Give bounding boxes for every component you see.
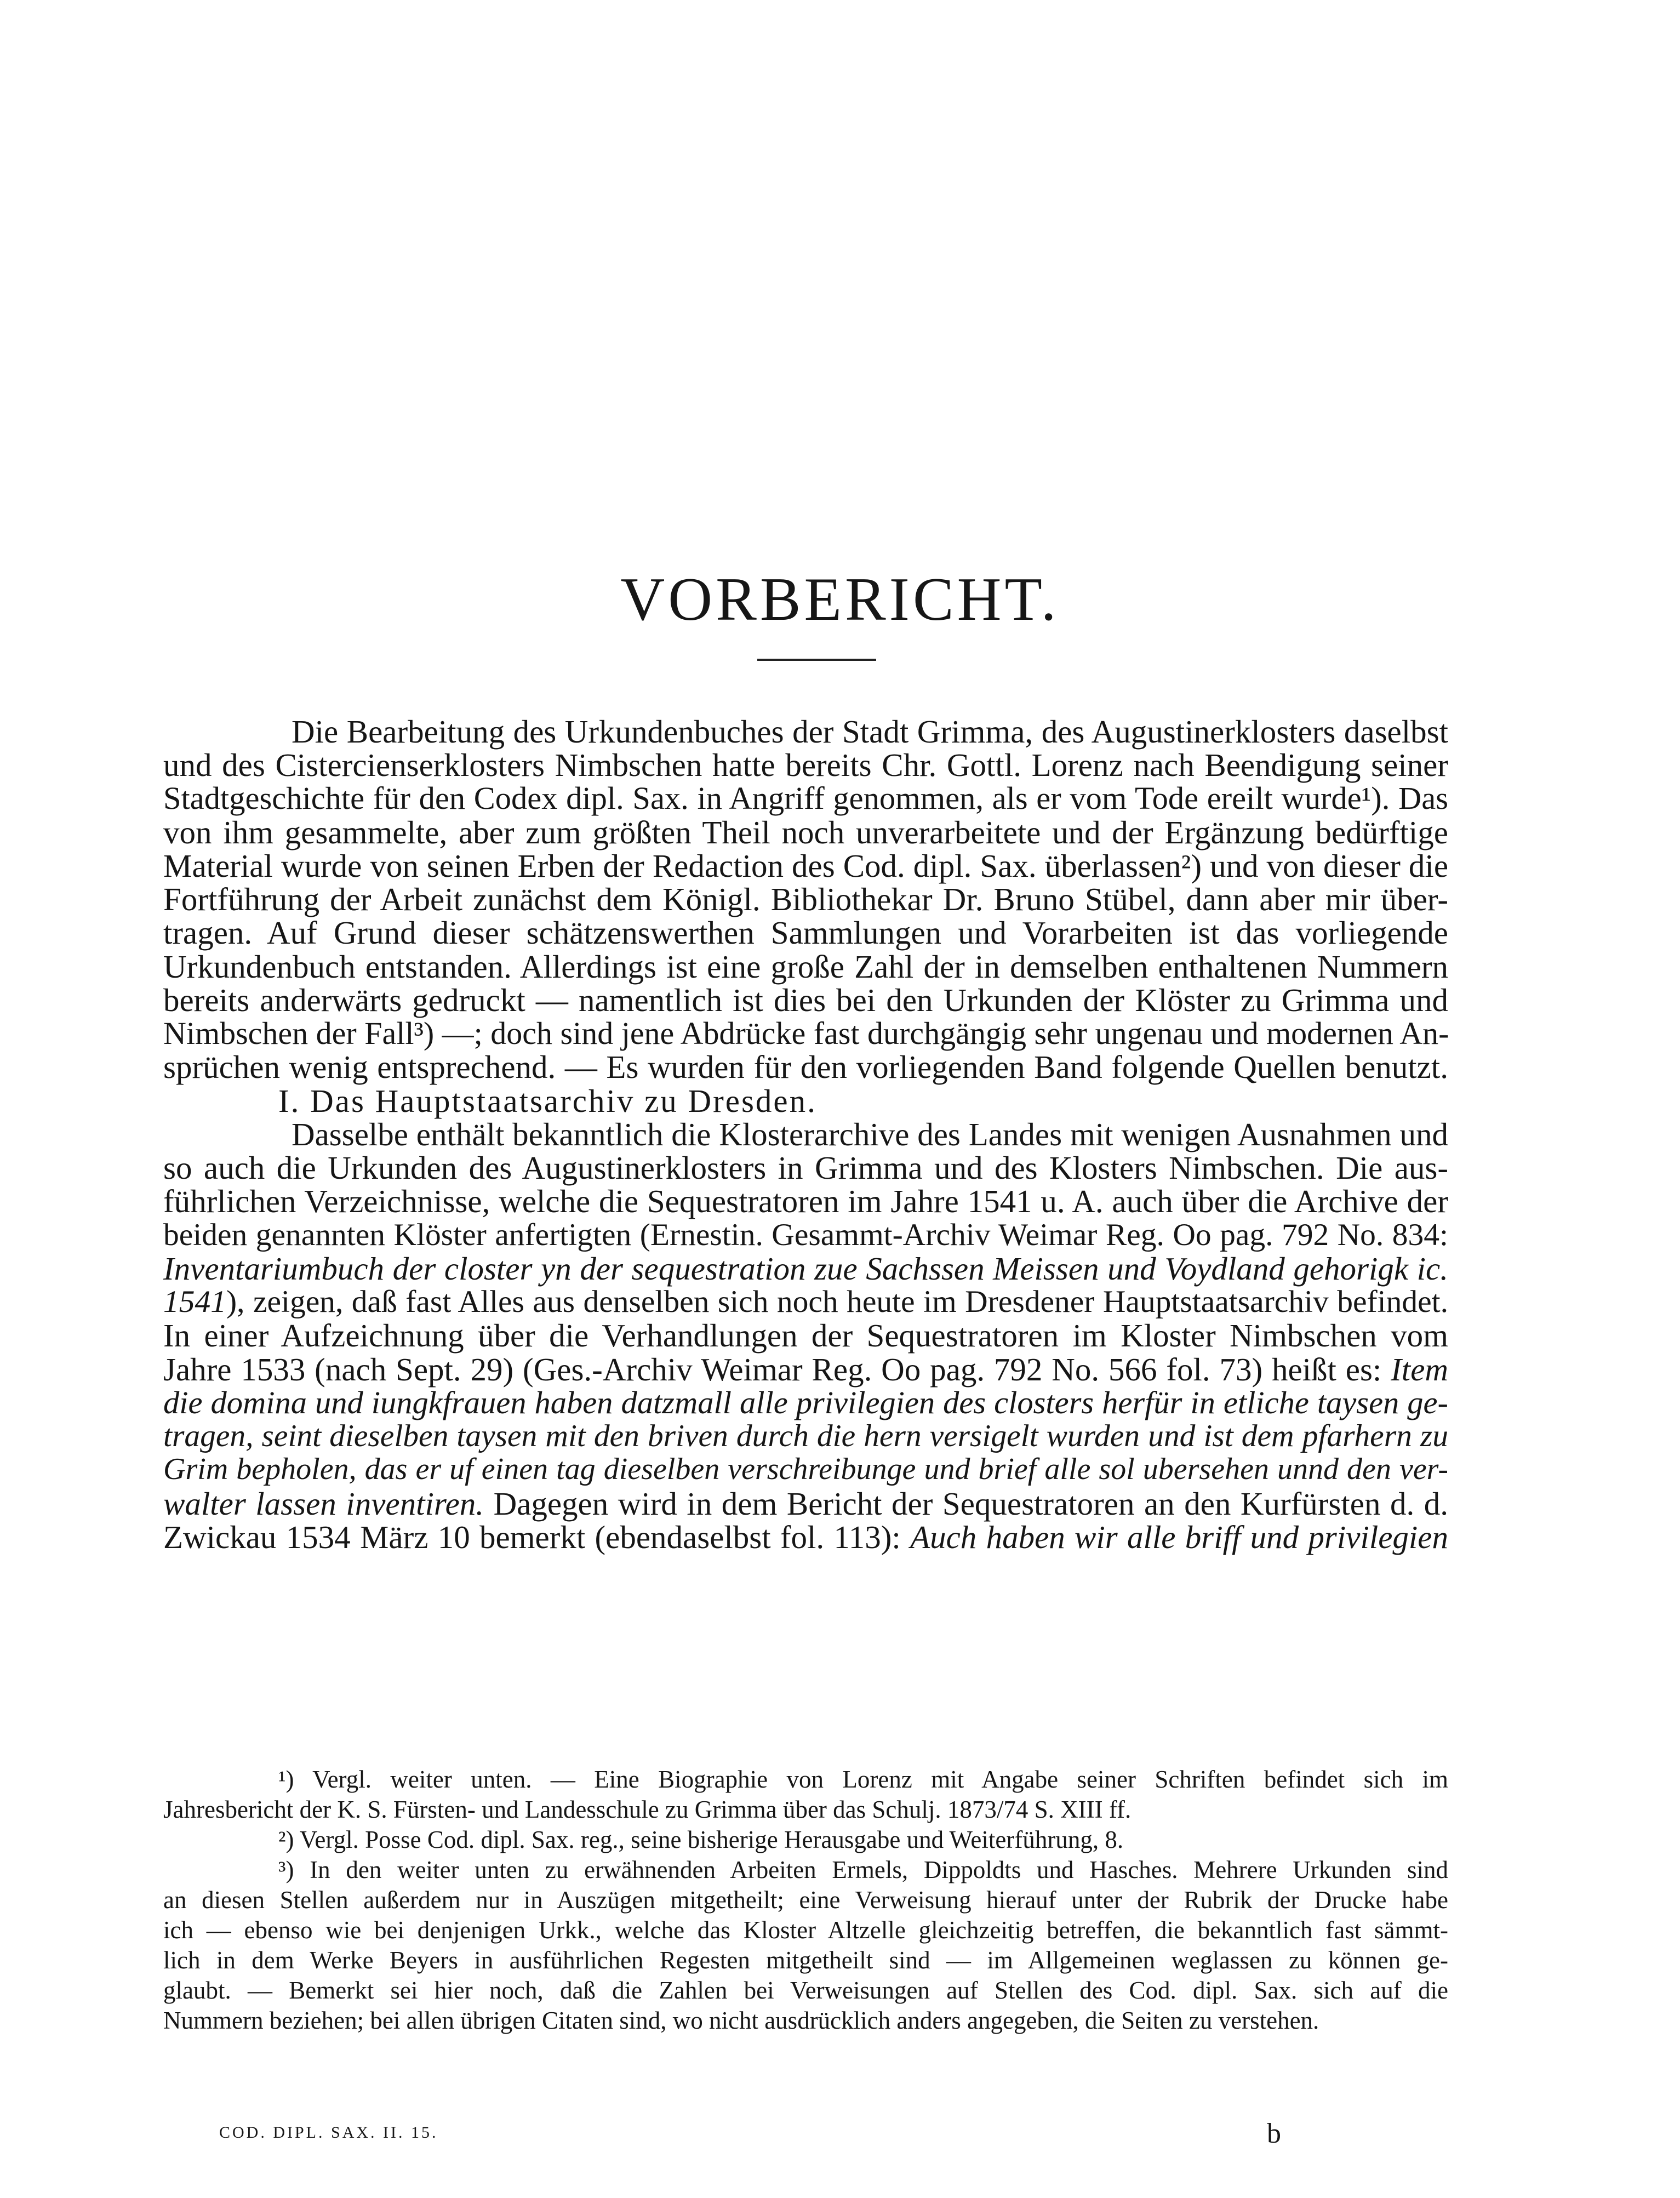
section-line: In einer Aufzeichnung über die Verhandlungen der Sequestratoren im Kloster Nimbschen vom xyxy=(163,1317,1448,1354)
section-text: ), zeigen, daß fast Alles aus denselben sich noch heute im Dresdener Hauptstaatsarchiv befindet. xyxy=(226,1284,1448,1319)
body-line: Fortführung der Arbeit zunächst dem Königl. Bibliothekar Dr. Bruno Stübel, dann aber mir über- xyxy=(163,881,1448,917)
section-line: beiden genannten Klöster anfertigten (Ernestin. Gesammt-Archiv Weimar Reg. Oo pag. 792 No. 834: xyxy=(163,1218,1448,1252)
section-line xyxy=(163,1286,1448,1318)
section-text: Dagegen wird in dem Bericht der Sequestratoren an den Kurfürsten d. d. xyxy=(484,1486,1448,1522)
quote-text: Auch haben wir alle briff und privilegien xyxy=(910,1519,1448,1555)
printer-signature: COD. DIPL. SAX. II. 15. xyxy=(219,2123,438,2142)
body-line: Material wurde von seinen Erben der Redaction des Cod. dipl. Sax. überlassen²) und von dieser die xyxy=(163,848,1448,884)
page-title: VORBERICHT. xyxy=(620,566,1060,633)
section-line-quote: tragen, seint dieselben taysen mit den briven durch die hern versigelt wurden und ist dem pfarhern zu xyxy=(163,1419,1448,1453)
section-line xyxy=(163,1351,1448,1388)
footnote-1: ¹) Vergl. weiter unten. — Eine Biographie von Lorenz mit Angabe seiner Schriften befindet sich im xyxy=(278,1766,1448,1793)
section-text: Jahre 1533 (nach Sept. 29) (Ges.-Archiv Weimar Reg. Oo pag. 792 No. 566 fol. 73) heißt es: xyxy=(163,1351,1391,1388)
body-line: Nimbschen der Fall³) —; doch sind jene Abdrücke fast durchgängig sehr ungenau und modernen An- xyxy=(163,1015,1449,1051)
footnote-3-cont: Nummern beziehen; bei allen übrigen Citaten sind, wo nicht ausdrücklich anders angegeben, die Seiten zu verstehen. xyxy=(163,2007,1319,2034)
quote-text: walter lassen inventiren. xyxy=(163,1486,484,1522)
footnote-3-cont: an diesen Stellen außerdem nur in Auszügen mitgetheilt; eine Verweisung hierauf unter der Rubrik der Drucke habe xyxy=(163,1886,1448,1914)
section-text: Zwickau 1534 März 10 bemerkt (ebendaselbst fol. 113): xyxy=(163,1519,911,1555)
footnote-2: ²) Vergl. Posse Cod. dipl. Sax. reg., seine bisherige Herausgabe und Weiterführung, 8. xyxy=(278,1826,1124,1853)
section-line: so auch die Urkunden des Augustinerklosters in Grimma und des Klosters Nimbschen. Die aus- xyxy=(163,1150,1448,1186)
section-heading: I. Das Hauptstaatsarchiv zu Dresden. xyxy=(278,1083,817,1119)
body-line: bereits anderwärts gedruckt — namentlich ist dies bei den Urkunden der Klöster zu Grimma und xyxy=(163,982,1448,1018)
section-line-quote: die domina und iungkfrauen haben datzmall alle privilegien des closters herfür in etliche taysen ge- xyxy=(163,1385,1448,1420)
year-1541: 1541 xyxy=(163,1284,226,1319)
section-line xyxy=(163,1521,1448,1554)
body-line: sprüchen wenig entsprechend. — Es wurden für den vorliegenden Band folgende Quellen benutzt. xyxy=(163,1049,1448,1085)
section-line-quote: Grim bepholen, das er uf einen tag dieselben verschreibunge und brief alle sol ubersehen unnd den ver- xyxy=(163,1452,1448,1486)
section-line: führlichen Verzeichnisse, welche die Sequestratoren im Jahre 1541 u. A. auch über die Archive der xyxy=(163,1183,1448,1219)
footnote-3-cont: glaubt. — Bemerkt sei hier noch, daß die Zahlen bei Verweisungen auf Stellen des Cod. dipl. Sax. sich auf die xyxy=(163,1977,1448,2004)
body-line: Urkundenbuch entstanden. Allerdings ist eine große Zahl der in demselben enthaltenen Nummern xyxy=(163,949,1448,985)
body-line: und des Cistercienserklosters Nimbschen hatte bereits Chr. Gottl. Lorenz nach Beendigung seiner xyxy=(163,747,1448,783)
body-line: von ihm gesammelte, aber zum größten Theil noch unverarbeitete und der Ergänzung bedürftige xyxy=(163,814,1448,850)
body-line: Stadtgeschichte für den Codex dipl. Sax. in Angriff genommen, als er vom Tode ereilt wurde¹). Das xyxy=(163,780,1448,816)
footnote-1-cont: Jahresbericht der K. S. Fürsten- und Landesschule zu Grimma über das Schulj. 1873/74 S. XIII ff. xyxy=(163,1796,1132,1823)
body-line: tragen. Auf Grund dieser schätzenswerthen Sammlungen und Vorarbeiten ist das vorliegende xyxy=(163,915,1448,951)
title-rule xyxy=(757,659,876,661)
footnote-3: ³) In den weiter unten zu erwähnenden Arbeiten Ermels, Dippoldts und Hasches. Mehrere Urkunden sind xyxy=(278,1856,1448,1883)
footnote-3-cont: ich — ebenso wie bei denjenigen Urkk., welche das Kloster Altzelle gleichzeitig betreffen, die bekanntlich fast sämmt- xyxy=(163,1916,1448,1944)
signature-letter: b xyxy=(1267,2118,1281,2149)
section-line-quote: Inventariumbuch der closter yn der sequestration zue Sachssen Meissen und Voydland gehorigk ic. xyxy=(163,1251,1448,1287)
footnote-3-cont: lich in dem Werke Beyers in ausführlichen Regesten mitgetheilt sind — im Allgemeinen weglassen zu können ge- xyxy=(163,1946,1448,1974)
quote-text: Item xyxy=(1391,1351,1448,1388)
section-line: Dasselbe enthält bekanntlich die Klosterarchive des Landes mit wenigen Ausnahmen und xyxy=(292,1116,1448,1152)
section-line xyxy=(163,1488,1448,1520)
body-line: Die Bearbeitung des Urkundenbuches der Stadt Grimma, des Augustinerklosters daselbst xyxy=(292,713,1448,750)
